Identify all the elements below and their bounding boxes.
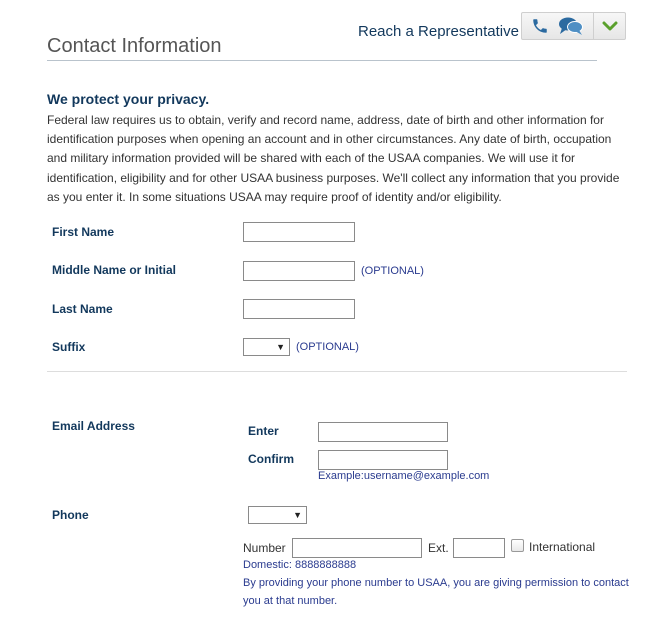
phone-icon[interactable]: [528, 13, 552, 39]
dropdown-arrow-icon: ▼: [276, 341, 285, 352]
middle-name-label: Middle Name or Initial: [52, 263, 177, 277]
phone-ext-label: Ext.: [428, 541, 449, 555]
middle-name-input[interactable]: [243, 261, 355, 281]
phone-number-label: Number: [243, 541, 286, 555]
last-name-label: Last Name: [52, 302, 113, 316]
first-name-input[interactable]: [243, 222, 355, 242]
chat-icon[interactable]: [556, 13, 586, 39]
email-confirm-label: Confirm: [248, 452, 294, 466]
phone-type-select[interactable]: [248, 506, 307, 524]
contact-toolbar: [521, 12, 626, 40]
phone-label: Phone: [52, 508, 89, 522]
phone-consent-text: By providing your phone number to USAA, you are giving permission to contact you at that number.: [243, 577, 629, 607]
email-enter-input[interactable]: [318, 422, 448, 442]
toolbar-divider: [593, 13, 594, 39]
dropdown-arrow-icon: ▼: [293, 509, 302, 520]
last-name-input[interactable]: [243, 299, 355, 319]
phone-number-input[interactable]: [292, 538, 422, 558]
email-label: Email Address: [52, 419, 135, 433]
page-title: Contact Information: [47, 35, 222, 57]
title-divider: [47, 60, 597, 61]
suffix-select[interactable]: [243, 338, 290, 356]
international-label: International: [529, 540, 596, 554]
email-example-hint: Example:username@example.com: [318, 470, 490, 482]
email-enter-label: Enter: [248, 424, 279, 438]
first-name-label: First Name: [52, 225, 115, 239]
privacy-heading: We protect your privacy.: [47, 91, 210, 107]
privacy-text: Federal law requires us to obtain, verify and record name, address, date of birth and other information for identification purposes when opening an account and in other circumstances. Any date of birth, occupation and military information provided will be shared with each of the USAA companies. We will use it for identification, eligibility and for other USAA business purposes. We'll collect any information that you provide as you enter it. In some situations USAA may require proof of identity and/or eligibility.: [47, 113, 620, 204]
section-divider: [47, 371, 627, 372]
suffix-optional: (OPTIONAL): [296, 341, 359, 353]
middle-name-optional: (OPTIONAL): [361, 265, 424, 277]
chevron-down-icon[interactable]: [597, 13, 623, 39]
suffix-label: Suffix: [52, 340, 86, 354]
phone-ext-input[interactable]: [453, 538, 505, 558]
email-confirm-input[interactable]: [318, 450, 448, 470]
international-checkbox[interactable]: [511, 539, 524, 552]
reach-representative-link[interactable]: Reach a Representative: [358, 23, 519, 40]
domestic-hint: Domestic: 8888888888: [243, 559, 357, 571]
